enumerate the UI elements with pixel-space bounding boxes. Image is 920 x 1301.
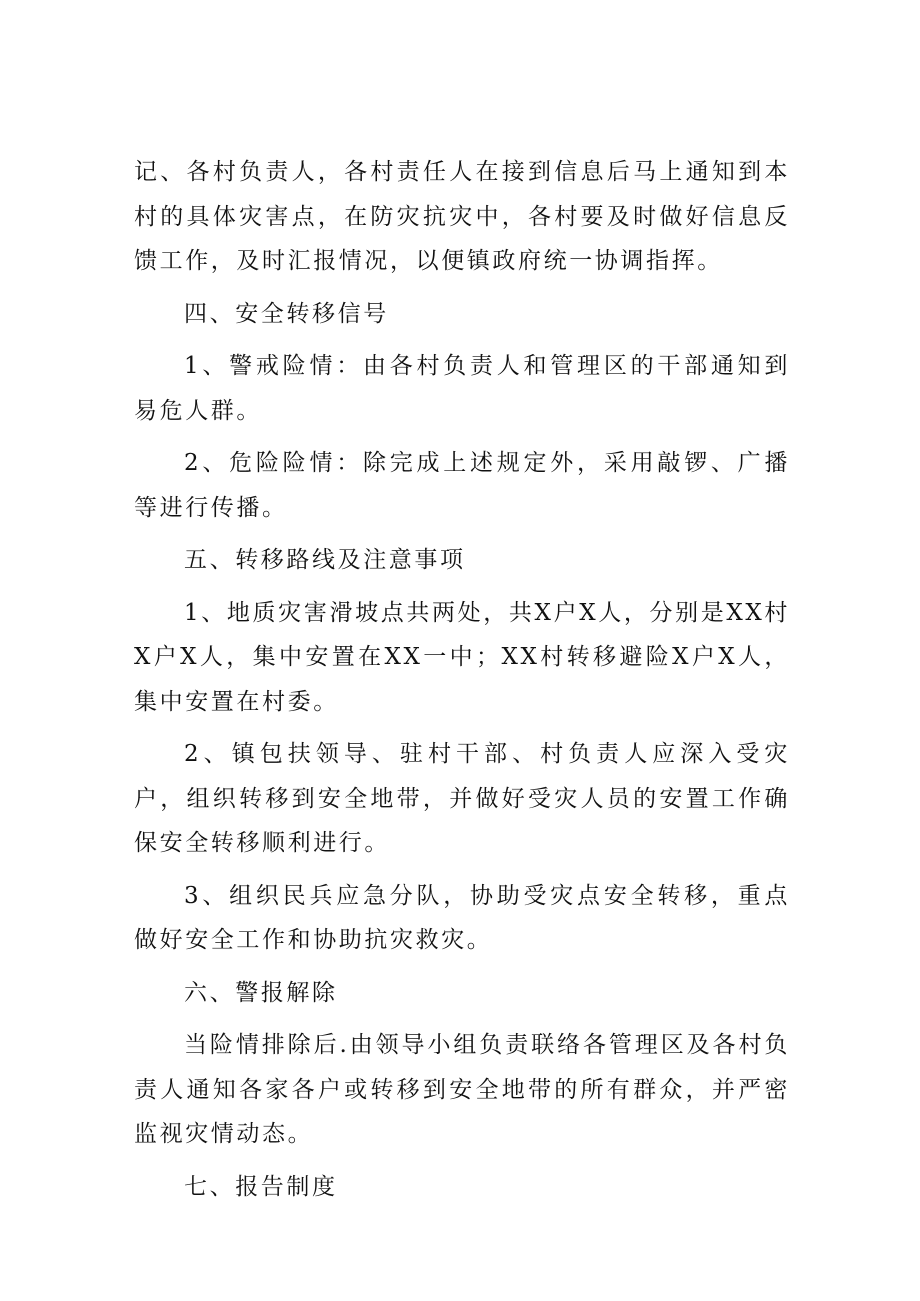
paragraph-militia: 3、组织民兵应急分队，协助受灾点安全转移，重点做好安全工作和协助抗灾救灾。 bbox=[134, 882, 790, 953]
paragraph-alarm-release: 当险情排除后.由领导小组负责联络各管理区及各村负责人通知各家各户或转移到安全地带的所有群众，并严密监视灾情动态。 bbox=[134, 1032, 790, 1147]
section-heading-7: 七、报告制度 bbox=[184, 1173, 338, 1200]
section-heading-6: 六、警报解除 bbox=[184, 979, 338, 1006]
paragraph-danger-signal: 2、危险险情：除完成上述规定外，采用敲锣、广播等进行传播。 bbox=[134, 450, 790, 521]
paragraph-continuation: 记、各村负责人，各村责任人在接到信息后马上通知到本村的具体灾害点，在防灾抗灾中，各村要及时做好信息反馈工作，及时汇报情况，以便镇政府统一协调指挥。 bbox=[134, 159, 790, 274]
section-heading-5: 五、转移路线及注意事项 bbox=[184, 547, 466, 573]
section-heading-4: 四、安全转移信号 bbox=[184, 300, 389, 327]
paragraph-leaders-transfer: 2、镇包扶领导、驻村干部、村负责人应深入受灾户，组织转移到安全地带，并做好受灾人员的安置工作确保安全转移顺利进行。 bbox=[134, 741, 790, 856]
paragraph-warning-signal: 1、警戒险情：由各村负责人和管理区的干部通知到易危人群。 bbox=[134, 353, 790, 424]
document-body bbox=[134, 150, 790, 1217]
paragraph-landslide-points: 1、地质灾害滑坡点共两处，共X户X人，分别是XX村X户X人，集中安置在XX一中；XX村转移避险X户X人，集中安置在村委。 bbox=[134, 599, 790, 715]
